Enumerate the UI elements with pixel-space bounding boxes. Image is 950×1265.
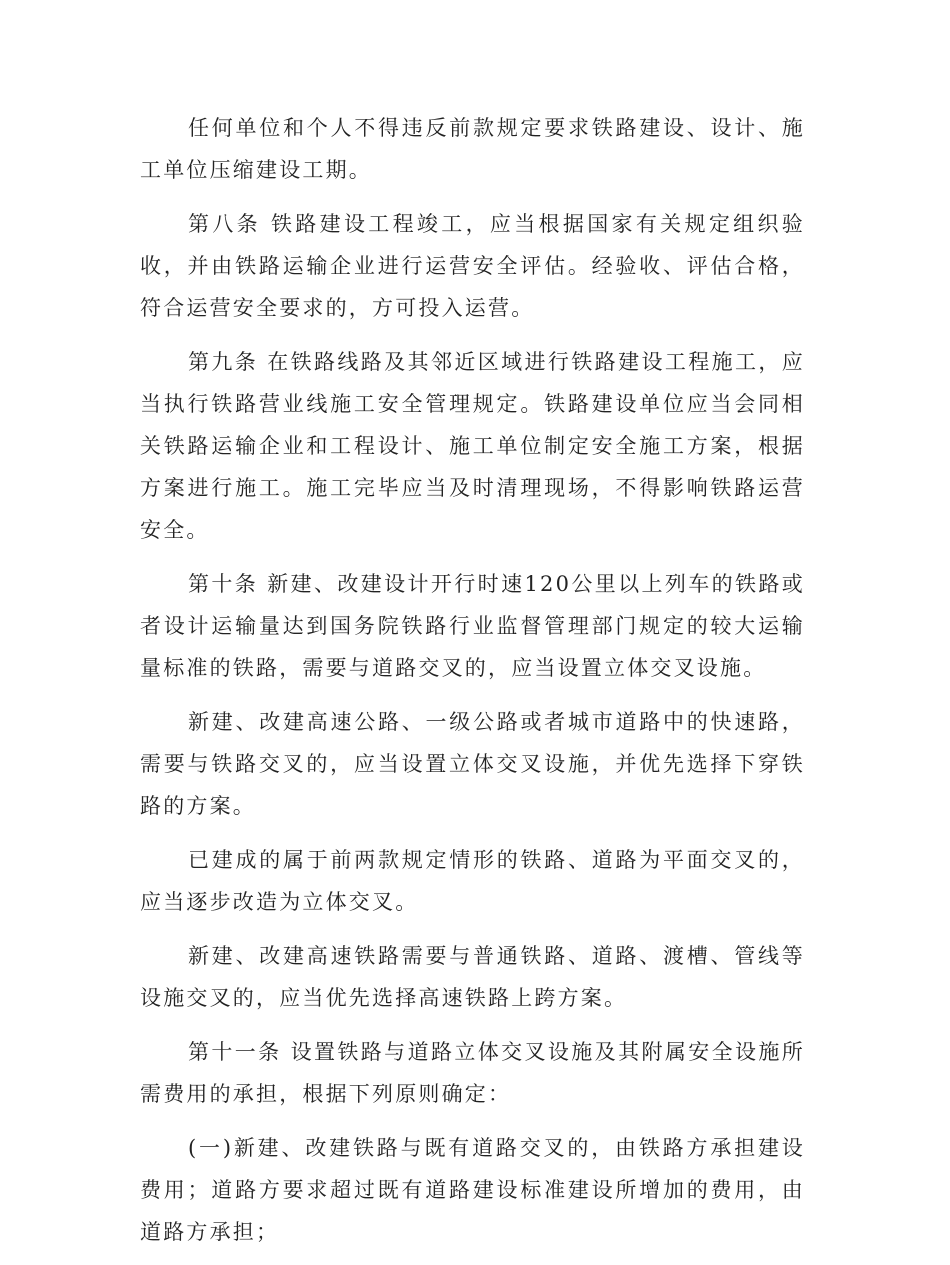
paragraph-article-10: 第十条 新建、改建设计开行时速120公里以上列车的铁路或者设计运输量达到国务院铁路行业监督管理部门规定的较大运输量标准的铁路，需要与道路交叉的，应当设置立体交叉设施。 — [140, 572, 805, 680]
paragraph-article-10-clause-3: 已建成的属于前两款规定情形的铁路、道路为平面交叉的，应当逐步改造为立体交叉。 — [140, 848, 805, 914]
paragraph-article-11: 第十一条 设置铁路与道路立体交叉设施及其附属安全设施所需费用的承担，根据下列原则确定： — [140, 1040, 805, 1106]
paragraph-article-10-clause-2: 新建、改建高速公路、一级公路或者城市道路中的快速路，需要与铁路交叉的，应当设置立体交叉设施，并优先选择下穿铁路的方案。 — [140, 710, 805, 818]
paragraph-article-10-clause-4: 新建、改建高速铁路需要与普通铁路、道路、渡槽、管线等设施交叉的，应当优先选择高速铁路上跨方案。 — [140, 944, 805, 1010]
paragraph-article-8: 第八条 铁路建设工程竣工，应当根据国家有关规定组织验收，并由铁路运输企业进行运营安全评估。经验收、评估合格，符合运营安全要求的，方可投入运营。 — [140, 212, 805, 320]
paragraph-article-11-item-1: (一)新建、改建铁路与既有道路交叉的，由铁路方承担建设费用；道路方要求超过既有道路建设标准建设所增加的费用，由道路方承担； — [140, 1136, 805, 1244]
paragraph-1: 任何单位和个人不得违反前款规定要求铁路建设、设计、施工单位压缩建设工期。 — [140, 116, 805, 182]
document-body — [140, 107, 805, 1265]
paragraph-article-9: 第九条 在铁路线路及其邻近区域进行铁路建设工程施工，应当执行铁路营业线施工安全管理规定。铁路建设单位应当会同相关铁路运输企业和工程设计、施工单位制定安全施工方案，根据方案进行施工。施工完毕应当及时清理现场，不得影响铁路运营安全。 — [140, 350, 805, 542]
